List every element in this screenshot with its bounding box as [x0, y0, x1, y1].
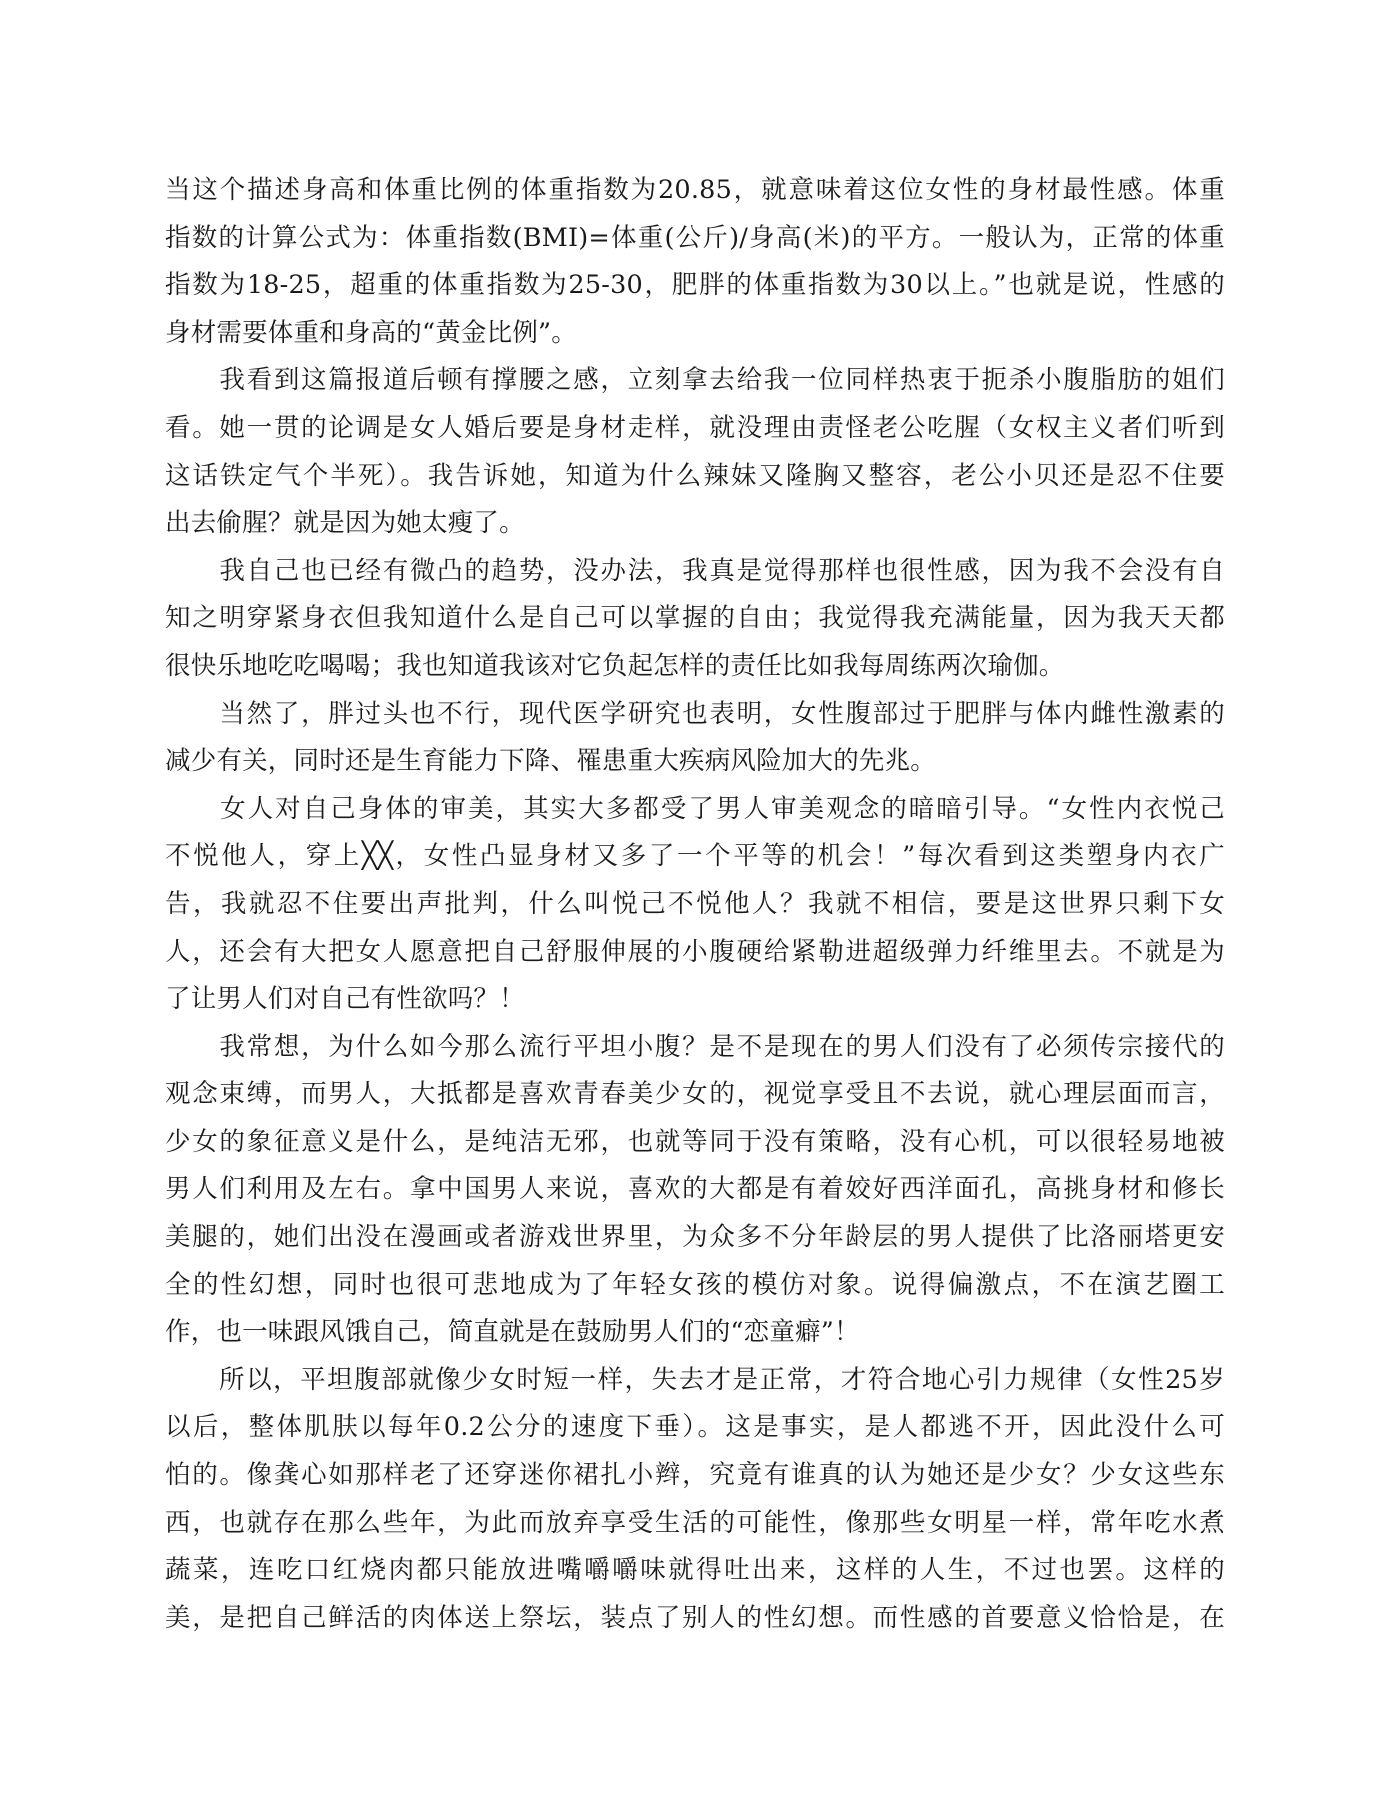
- text-line: 告，我就忍不住要出声批判，什么叫悦己不悦他人？我就不相信，要是这世界只剩下女: [165, 888, 1225, 919]
- text-line: 女人对自己身体的审美，其实大多都受了男人审美观念的暗暗引导。“女性内衣悦己: [165, 793, 1225, 824]
- document-body: [165, 167, 1225, 1642]
- text-line: 指数的计算公式为：体重指数(BMI)=体重(公斤)/身高(米)的平方。一般认为，正常的体重: [165, 222, 1225, 253]
- text-line: 不悦他人，穿上╳╳，女性凸显身材又多了一个平等的机会！”每次看到这类塑身内衣广: [165, 841, 1225, 872]
- text-line: 了让男人们对自己有性欲吗？！: [165, 984, 525, 1015]
- text-line: 知之明穿紧身衣但我知道什么是自己可以掌握的自由；我觉得我充满能量，因为我天天都: [165, 603, 1225, 634]
- text-line: 蔬菜，连吃口红烧肉都只能放进嘴嚼嚼味就得吐出来，这样的人生，不过也罢。这样的: [165, 1555, 1225, 1586]
- text-line: 身材需要体重和身高的“黄金比例”。: [165, 317, 577, 348]
- text-line: 少女的象征意义是什么，是纯洁无邪，也就等同于没有策略，没有心机，可以很轻易地被: [165, 1126, 1225, 1157]
- text-line: 全的性幻想，同时也很可悲地成为了年轻女孩的模仿对象。说得偏激点，不在演艺圈工: [165, 1269, 1225, 1300]
- text-line: 我看到这篇报道后顿有撑腰之感，立刻拿去给我一位同样热衷于扼杀小腹脂肪的姐们: [165, 365, 1225, 396]
- text-line: 我自己也已经有微凸的趋势，没办法，我真是觉得那样也很性感，因为我不会没有自: [165, 555, 1225, 586]
- text-line: 以后，整体肌肤以每年0.2公分的速度下垂）。这是事实，是人都逃不开，因此没什么可: [165, 1412, 1225, 1443]
- text-line: 美腿的，她们出没在漫画或者游戏世界里，为众多不分年龄层的男人提供了比洛丽塔更安: [165, 1222, 1225, 1253]
- text-line: 西，也就存在那么些年，为此而放弃享受生活的可能性，像那些女明星一样，常年吃水煮: [165, 1507, 1225, 1538]
- text-line: 美，是把自己鲜活的肉体送上祭坛，装点了别人的性幻想。而性感的首要意义恰恰是，在: [165, 1602, 1225, 1633]
- text-line: 指数为18-25，超重的体重指数为25-30，肥胖的体重指数为30以上。”也就是说，性感的: [165, 270, 1225, 301]
- text-line: 当这个描述身高和体重比例的体重指数为20.85，就意味着这位女性的身材最性感。体重: [165, 175, 1225, 205]
- text-line: 看。她一贯的论调是女人婚后要是身材走样，就没理由责怪老公吃腥（女权主义者们听到: [165, 412, 1225, 443]
- text-line: 所以，平坦腹部就像少女时短一样，失去才是正常，才符合地心引力规律（女性25岁: [165, 1364, 1225, 1395]
- text-line: 怕的。像龚心如那样老了还穿迷你裙扎小辫，究竟有谁真的认为她还是少女？少女这些东: [165, 1460, 1225, 1491]
- text-line: 出去偷腥？就是因为她太瘦了。: [165, 508, 525, 539]
- text-line: 作，也一味跟风饿自己，简直就是在鼓励男人们的“恋童癖”！: [165, 1317, 860, 1348]
- text-line: 观念束缚，而男人，大抵都是喜欢青春美少女的，视觉享受且不去说，就心理层面而言，: [165, 1079, 1225, 1110]
- text-line: 减少有关，同时还是生育能力下降、罹患重大疾病风险加大的先兆。: [165, 746, 937, 777]
- text-line: 当然了，胖过头也不行，现代医学研究也表明，女性腹部过于肥胖与体内雌性激素的: [165, 698, 1225, 729]
- text-line: 很快乐地吃吃喝喝；我也知道我该对它负起怎样的责任比如我每周练两次瑜伽。: [165, 650, 1065, 681]
- text-line: 这话铁定气个半死）。我告诉她，知道为什么辣妹又隆胸又整容，老公小贝还是忍不住要: [165, 460, 1225, 491]
- text-line: 男人们利用及左右。拿中国男人来说，喜欢的大都是有着姣好西洋面孔，高挑身材和修长: [165, 1174, 1225, 1205]
- text-line: 人，还会有大把女人愿意把自己舒服伸展的小腹硬给紧勒进超级弹力纤维里去。不就是为: [165, 936, 1225, 967]
- text-line: 我常想，为什么如今那么流行平坦小腹？是不是现在的男人们没有了必须传宗接代的: [165, 1031, 1225, 1062]
